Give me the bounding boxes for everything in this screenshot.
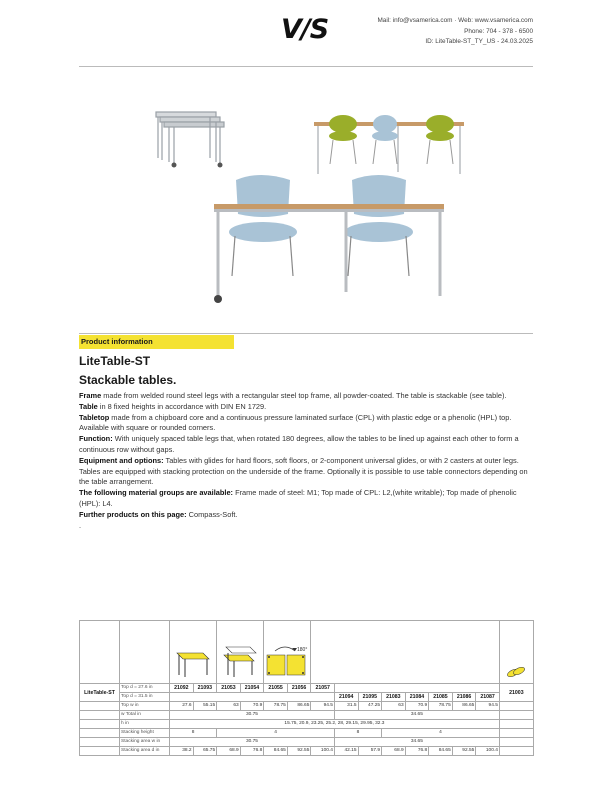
stacked-table-drawing-cell [217, 621, 264, 684]
row-stacking-height: Stacking height 8 4 8 4 [80, 729, 534, 738]
article-number: 21094 [334, 693, 358, 702]
green-chair [329, 115, 357, 141]
section-badge: Product information [79, 335, 234, 349]
rotation-drawing-cell [264, 621, 311, 684]
section-divider [79, 333, 533, 334]
article-number: 21095 [358, 693, 382, 702]
article-number: 21056 [287, 684, 311, 693]
contact-phone: Phone: 704 - 378 - 6500 [464, 27, 533, 35]
rotate-180-icon [265, 643, 309, 679]
article-number: 21086 [452, 693, 476, 702]
stacked-tables-illustration [156, 112, 224, 168]
document-id: ID: LiteTable-ST_TY_US - 24.03.2025 [425, 38, 533, 45]
article-number: 21083 [382, 693, 406, 702]
trailing-dot: . [79, 520, 82, 530]
row-top-d1: LiteTable-ST Top d = 27.6 in 21092 21093 21053 21054 21055 21056 21057 21003 [80, 684, 534, 693]
article-number: 21057 [311, 684, 335, 693]
paragraph-table: Table in 8 fixed heights in accordance with DIN EN 1729. [79, 401, 267, 411]
paragraph-equipment: Equipment and options: Tables with glides for hard floors, soft floors, or 2-component universal glides, or with 2 casters at outer legs. Tables are equipped with stacking protection on the underside of the frame. Optionally it is possible to use table connectors depending on the table arrangement. [79, 455, 528, 487]
spec-product-label: LiteTable-ST [80, 684, 120, 702]
row-top-w: Top w in 27.6 55.15 63 70.9 78.75 86.65 94.5 31.5 47.25 63 70.9 78.75 86.65 94.5 [80, 702, 534, 711]
front-table-illustration [214, 175, 444, 303]
green-chair [426, 115, 454, 141]
paragraph-materials: The following material groups are available: Frame made of steel: M1; Top made of CPL: L2,(white writable); Top made of phenolic (HPL): L4. [79, 488, 517, 508]
table-connector-icon [506, 665, 526, 679]
article-number: 21053 [217, 684, 241, 693]
paragraph-frame: Frame made from welded round steel legs with a rectangular steel top frame, all powder-coated. The table is stackable (see table). [79, 391, 507, 400]
contact-mail-web: Mail: info@vsamerica.com · Web: www.vsamerica.com [377, 17, 533, 24]
stacked-table-icon [220, 645, 260, 679]
article-number: 21003 [499, 684, 533, 702]
product-title: LiteTable-ST [79, 354, 151, 368]
article-number: 21092 [170, 684, 194, 693]
connector-drawing-cell [499, 621, 533, 684]
blue-chair [372, 115, 398, 141]
article-number: 21055 [264, 684, 288, 693]
article-number: 21084 [405, 693, 429, 702]
article-number: 21054 [240, 684, 264, 693]
contact-block [377, 16, 533, 48]
spec-table-container [79, 620, 533, 756]
single-table-drawing-cell [170, 621, 217, 684]
spec-image-row [80, 621, 534, 684]
row-stacking-area-w: Stacking area w in 30.75 34.65 [80, 738, 534, 747]
brand-logo: V/S [281, 14, 329, 45]
row-h: h in 15.75, 20.9, 23.25, 25.2, 28, 29.15, 29.95, 32.3 [80, 720, 534, 729]
yellow-table-icon [173, 645, 213, 679]
header-divider [79, 66, 533, 67]
paragraph-tabletop: Tabletop made from a chipboard core and a continuous pressure laminated surface (CPL) with plastic edge or a phenolic (HPL) top. Available with square or rounded corners. [79, 412, 512, 433]
article-number: 21085 [429, 693, 453, 702]
paragraph-further-products: Further products on this page: Compass-Soft. [79, 509, 238, 519]
article-number: 21093 [193, 684, 217, 693]
product-description [79, 391, 537, 531]
paragraph-function: Function: With uniquely spaced table legs that, when rotated 180 degrees, allow the tables to be lined up against each other to form a continuous row without gaps. [79, 434, 519, 454]
product-photo [140, 96, 470, 312]
product-subtitle: Stackable tables. [79, 373, 177, 387]
article-number: 21087 [476, 693, 500, 702]
row-w-total: w Total in 30.75 34.65 [80, 711, 534, 720]
table-row-illustration [314, 115, 464, 174]
row-top-d2: Top d = 31.5 in 21094 21095 21083 21084 21085 21086 21087 [80, 693, 534, 702]
row-stacking-area-d: Stacking area d in 38.2 65.75 68.9 76.8 84.65 92.55 100.4 42.15 57.9 68.9 76.8 84.65 92.55 100.4 [80, 747, 534, 756]
rotation-label: 180° [297, 647, 308, 653]
spec-table [79, 620, 534, 756]
